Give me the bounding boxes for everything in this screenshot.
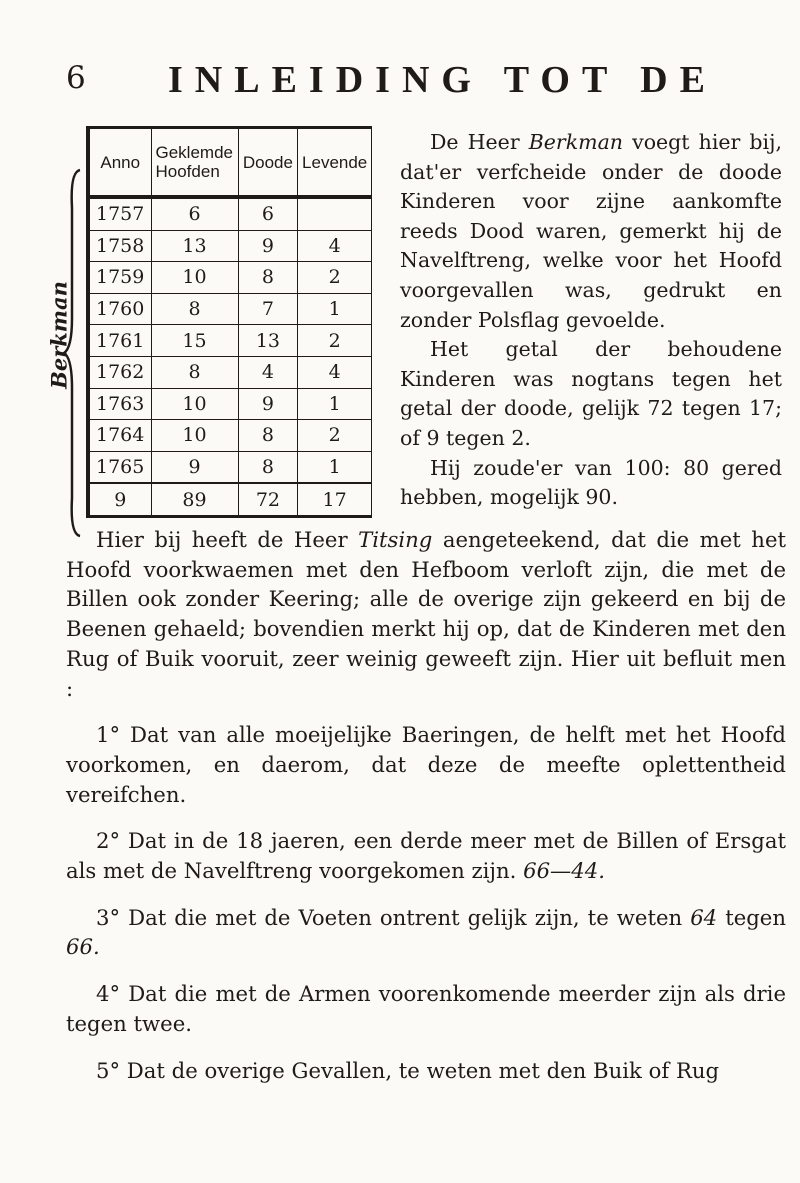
cell-hoofden: 10 xyxy=(151,262,238,294)
mortality-table xyxy=(86,126,372,518)
cell-anno: 1763 xyxy=(88,388,151,420)
total-levende: 17 xyxy=(298,483,372,516)
cell-hoofden: 9 xyxy=(151,451,238,483)
table-header-row xyxy=(88,128,372,198)
cell-anno: 1758 xyxy=(88,230,151,262)
column-header-doode: Doode xyxy=(238,128,298,198)
table-row xyxy=(88,197,372,230)
main-paragraph: 4° Dat die met de Armen voorenkomende meerder zijn als drie tegen twee. xyxy=(66,981,786,1036)
table-row xyxy=(88,230,372,262)
table-row xyxy=(88,388,372,420)
side-text xyxy=(400,128,782,513)
page-header xyxy=(0,58,800,108)
margin-note-text: Berkman xyxy=(46,281,72,389)
table-row xyxy=(88,262,372,294)
main-text xyxy=(66,525,786,1102)
cell-hoofden: 10 xyxy=(151,388,238,420)
cell-levende: 4 xyxy=(298,230,372,262)
main-paragraph: 5° Dat de overige Gevallen, te weten met den Buik of Rug xyxy=(96,1057,720,1083)
cell-hoofden: 10 xyxy=(151,420,238,452)
cell-levende: 2 xyxy=(298,420,372,452)
cell-doode: 4 xyxy=(238,356,298,388)
total-anno: 9 xyxy=(88,483,151,516)
column-header-anno: Anno xyxy=(88,128,151,198)
cell-levende: 4 xyxy=(298,356,372,388)
cell-anno: 1761 xyxy=(88,325,151,357)
main-paragraph: 2° Dat in de 18 jaeren, een derde meer met de Billen of Ersgat als met de Navelftreng voorgekomen zijn. 66—44. xyxy=(66,828,786,884)
name-berkman: Berkman xyxy=(528,130,624,154)
total-hoofden: 89 xyxy=(151,483,238,516)
cell-levende: 2 xyxy=(298,262,372,294)
cell-doode: 9 xyxy=(238,388,298,420)
cell-doode: 13 xyxy=(238,325,298,357)
column-header-levende: Levende xyxy=(298,128,372,198)
table-row xyxy=(88,356,372,388)
main-paragraph: 3° Dat die met de Voeten ontrent gelijk zijn, te weten 64 tegen 66. xyxy=(66,904,786,960)
side-paragraph: Hij zoude'er van 100: 80 gered hebben, mogelijk 90. xyxy=(400,455,782,510)
cell-doode: 8 xyxy=(238,262,298,294)
margin-brace xyxy=(62,168,84,538)
table-row xyxy=(88,451,372,483)
total-doode: 72 xyxy=(238,483,298,516)
cell-doode: 8 xyxy=(238,420,298,452)
cell-doode: 8 xyxy=(238,451,298,483)
cell-hoofden: 15 xyxy=(151,325,238,357)
main-paragraph: Hier bij heeft de Heer Titsing aengeteekend, dat die met het Hoofd voorkwaemen met den Hefboom verloft zijn, die met de Billen ook zonder Keering; alle de overige zijn gekeerd en bij de Beenen gehaeld; bovendien merkt hij op, dat de Kinderen met den Rug of Buik vooruit, zeer weinig geweeft zijn. Hier uit befluit men : xyxy=(66,527,786,701)
cell-hoofden: 8 xyxy=(151,356,238,388)
table-row xyxy=(88,325,372,357)
cell-doode: 9 xyxy=(238,230,298,262)
main-paragraph: 1° Dat van alle moeijelijke Baeringen, de helft met het Hoofd voorkomen, en daerom, dat deze de meefte oplettentheid vereifchen. xyxy=(66,722,786,807)
name-titsing: Titsing xyxy=(358,527,433,552)
side-paragraph: Het getal der behoudene Kinderen was nogtans tegen het getal der doode, gelijk 72 tegen 17; of 9 tegen 2. xyxy=(400,337,782,450)
cell-doode: 7 xyxy=(238,293,298,325)
table-row xyxy=(88,420,372,452)
cell-anno: 1764 xyxy=(88,420,151,452)
page-number: 6 xyxy=(66,60,86,96)
cell-anno: 1762 xyxy=(88,356,151,388)
cell-anno: 1757 xyxy=(88,197,151,230)
cell-levende: 1 xyxy=(298,293,372,325)
cell-levende xyxy=(298,197,372,230)
table-totals-row xyxy=(88,483,372,516)
cell-anno: 1765 xyxy=(88,451,151,483)
cell-anno: 1760 xyxy=(88,293,151,325)
cell-hoofden: 13 xyxy=(151,230,238,262)
column-header-hoofden: Geklemde Hoofden xyxy=(151,128,238,198)
cell-levende: 1 xyxy=(298,451,372,483)
running-title: INLEIDING TOT DE xyxy=(168,59,717,101)
cell-levende: 2 xyxy=(298,325,372,357)
side-paragraph: De Heer Berkman voegt hier bij, dat'er verfcheide onder de doode Kinderen voor zijne aankomfte reeds Dood waren, gemerkt hij de Navelftreng, welke voor het Hoofd voorgevallen was, gedrukt en zonder Polsflag gevoelde. xyxy=(400,130,782,332)
cell-anno: 1759 xyxy=(88,262,151,294)
table-row xyxy=(88,293,372,325)
cell-hoofden: 6 xyxy=(151,197,238,230)
cell-hoofden: 8 xyxy=(151,293,238,325)
cell-levende: 1 xyxy=(298,388,372,420)
cell-doode: 6 xyxy=(238,197,298,230)
